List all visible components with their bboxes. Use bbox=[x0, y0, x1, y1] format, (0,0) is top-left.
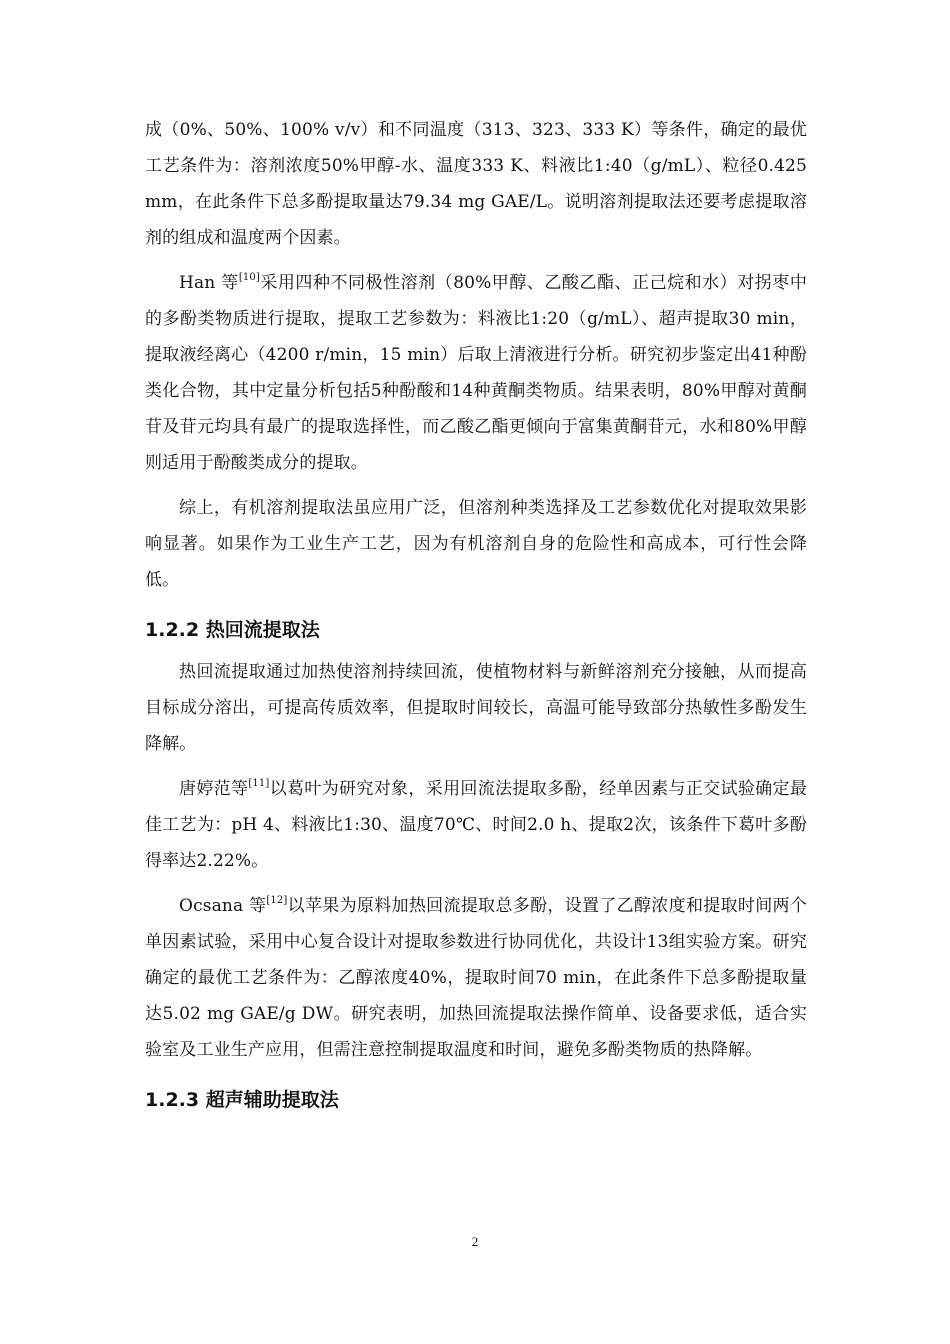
paragraph-tang bbox=[145, 771, 807, 879]
paragraph-ocsana bbox=[145, 888, 807, 1068]
paragraph-reflux-intro: 热回流提取通过加热使溶剂持续回流，使植物材料与新鲜溶剂充分接触，从而提高目标成分溶出，可提高传质效率，但提取时间较长，高温可能导致部分热敏性多酚发生降解。 bbox=[145, 662, 807, 754]
citation-ref: [11] bbox=[248, 778, 270, 789]
paragraph-lead: 唐婷范等 bbox=[179, 779, 249, 799]
citation-ref: [12] bbox=[266, 895, 288, 906]
paragraph-body: 采用四种不同极性溶剂（80%甲醇、乙酸乙酯、正己烷和水）对拐枣中的多酚类物质进行提取，提取工艺参数为：料液比1:20（g/mL）、超声提取30 min，提取液经离心（4200 r/min，15 min）后取上清液进行分析。研究初步鉴定出41种酚类化合物，其中定量分析包括5种酚酸和14种黄酮类物质。结果表明，80%甲醇对黄酮苷及苷元均具有最广的提取选择性，而乙酸乙酯更倾向于富集黄酮苷元，水和80%甲醇则适用于酚酸类成分的提取。 bbox=[145, 273, 807, 473]
body-text bbox=[145, 112, 807, 1124]
citation-ref: [10] bbox=[238, 272, 260, 283]
paragraph-lead: Ocsana 等 bbox=[179, 896, 267, 916]
paragraph-summary: 综上，有机溶剂提取法虽应用广泛，但溶剂种类选择及工艺参数优化对提取效果影响显著。如果作为工业生产工艺，因为有机溶剂自身的危险性和高成本，可行性会降低。 bbox=[145, 498, 807, 590]
paragraph-solvent-conditions: 成（0%、50%、100% v/v）和不同温度（313、323、333 K）等条件，确定的最优工艺条件为：溶剂浓度50%甲醇-水、温度333 K、料液比1:40（g/mL）、粒径0.425 mm，在此条件下总多酚提取量达79.34 mg GAE/L。说明溶剂提取法还要考虑提取溶剂的组成和温度两个因素。 bbox=[145, 120, 807, 248]
paragraph-body: 以葛叶为研究对象，采用回流法提取多酚，经单因素与正交试验确定最佳工艺为：pH 4、料液比1:30、温度70℃、时间2.0 h、提取2次，该条件下葛叶多酚得率达2.22%。 bbox=[145, 779, 807, 871]
paragraph-lead: Han 等 bbox=[179, 273, 239, 293]
section-heading-ultrasound: 1.2.3 超声辅助提取法 bbox=[145, 1089, 339, 1111]
paragraph-han bbox=[145, 265, 807, 481]
paragraph-body: 以苹果为原料加热回流提取总多酚，设置了乙醇浓度和提取时间两个单因素试验，采用中心复合设计对提取参数进行协同优化，共设计13组实验方案。研究确定的最优工艺条件为：乙醇浓度40%，提取时间70 min，在此条件下总多酚提取量达5.02 mg GAE/g DW。研究表明，加热回流提取法操作简单、设备要求低，适合实验室及工业生产应用，但需注意控制提取温度和时间，避免多酚类物质的热降解。 bbox=[145, 896, 807, 1060]
section-heading-reflux: 1.2.2 热回流提取法 bbox=[145, 619, 320, 641]
page-number: 2 bbox=[471, 1234, 479, 1249]
